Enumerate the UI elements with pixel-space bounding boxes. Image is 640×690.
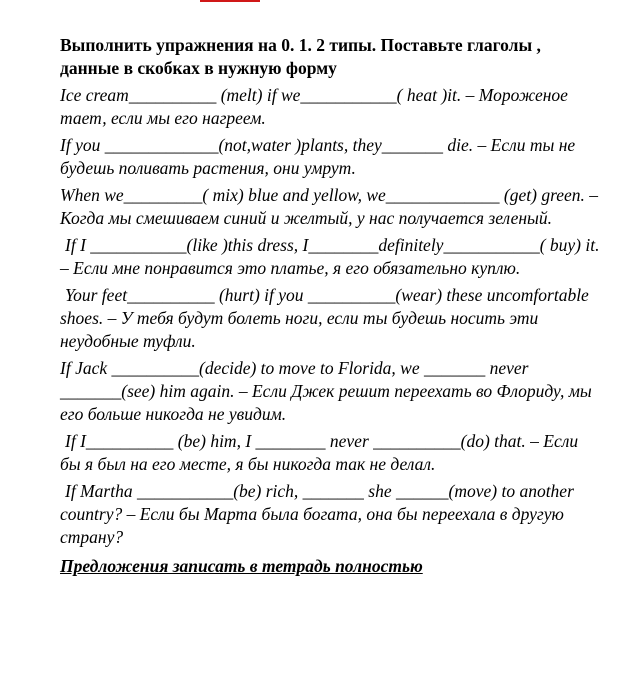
exercise-item-8: If Martha ___________(be) rich, _______ she ______(move) to another country? – Если бы Марта была богата, она бы переехала в другую страну?	[60, 481, 574, 547]
exercise-item-6: If Jack __________(decide) to move to Florida, we _______ never _______(see) him again. – Если Джек решит переехать во Флориду, мы его больше никогда не увидим.	[60, 358, 592, 424]
exercise-item-2: If you _____________(not,water )plants, they_______ die. – Если ты не будешь поливать растения, они умрут.	[60, 135, 576, 178]
exercise-item-4: If I ___________(like )this dress, I________definitely___________( buy) it. – Если мне понравится это платье, я его обязательно куплю.	[60, 235, 600, 278]
worksheet	[60, 34, 600, 578]
exercise-heading: Выполнить упражнения на 0. 1. 2 типы. Поставьте глаголы , данные в скобках в нужную форму	[60, 35, 541, 78]
exercise-item-7: If I__________ (be) him, I ________ never __________(do) that. – Если бы я был на его месте, я бы никогда так не делал.	[60, 431, 579, 474]
top-red-mark	[200, 0, 260, 2]
exercise-item-3: When we_________( mix) blue and yellow, we_____________ (get) green. – Когда мы смешиваем синий и желтый, у нас получается зеленый.	[60, 185, 599, 228]
exercise-item-5: Your feet__________ (hurt) if you __________(wear) these uncomfortable shoes. – У тебя будут болеть ноги, если ты будешь носить эти неудобные туфли.	[60, 285, 589, 351]
footer-instruction: Предложения записать в тетрадь полностью	[60, 556, 423, 576]
exercise-item-1: Ice cream__________ (melt) if we___________( heat )it. – Мороженое тает, если мы его нагреем.	[60, 85, 568, 128]
